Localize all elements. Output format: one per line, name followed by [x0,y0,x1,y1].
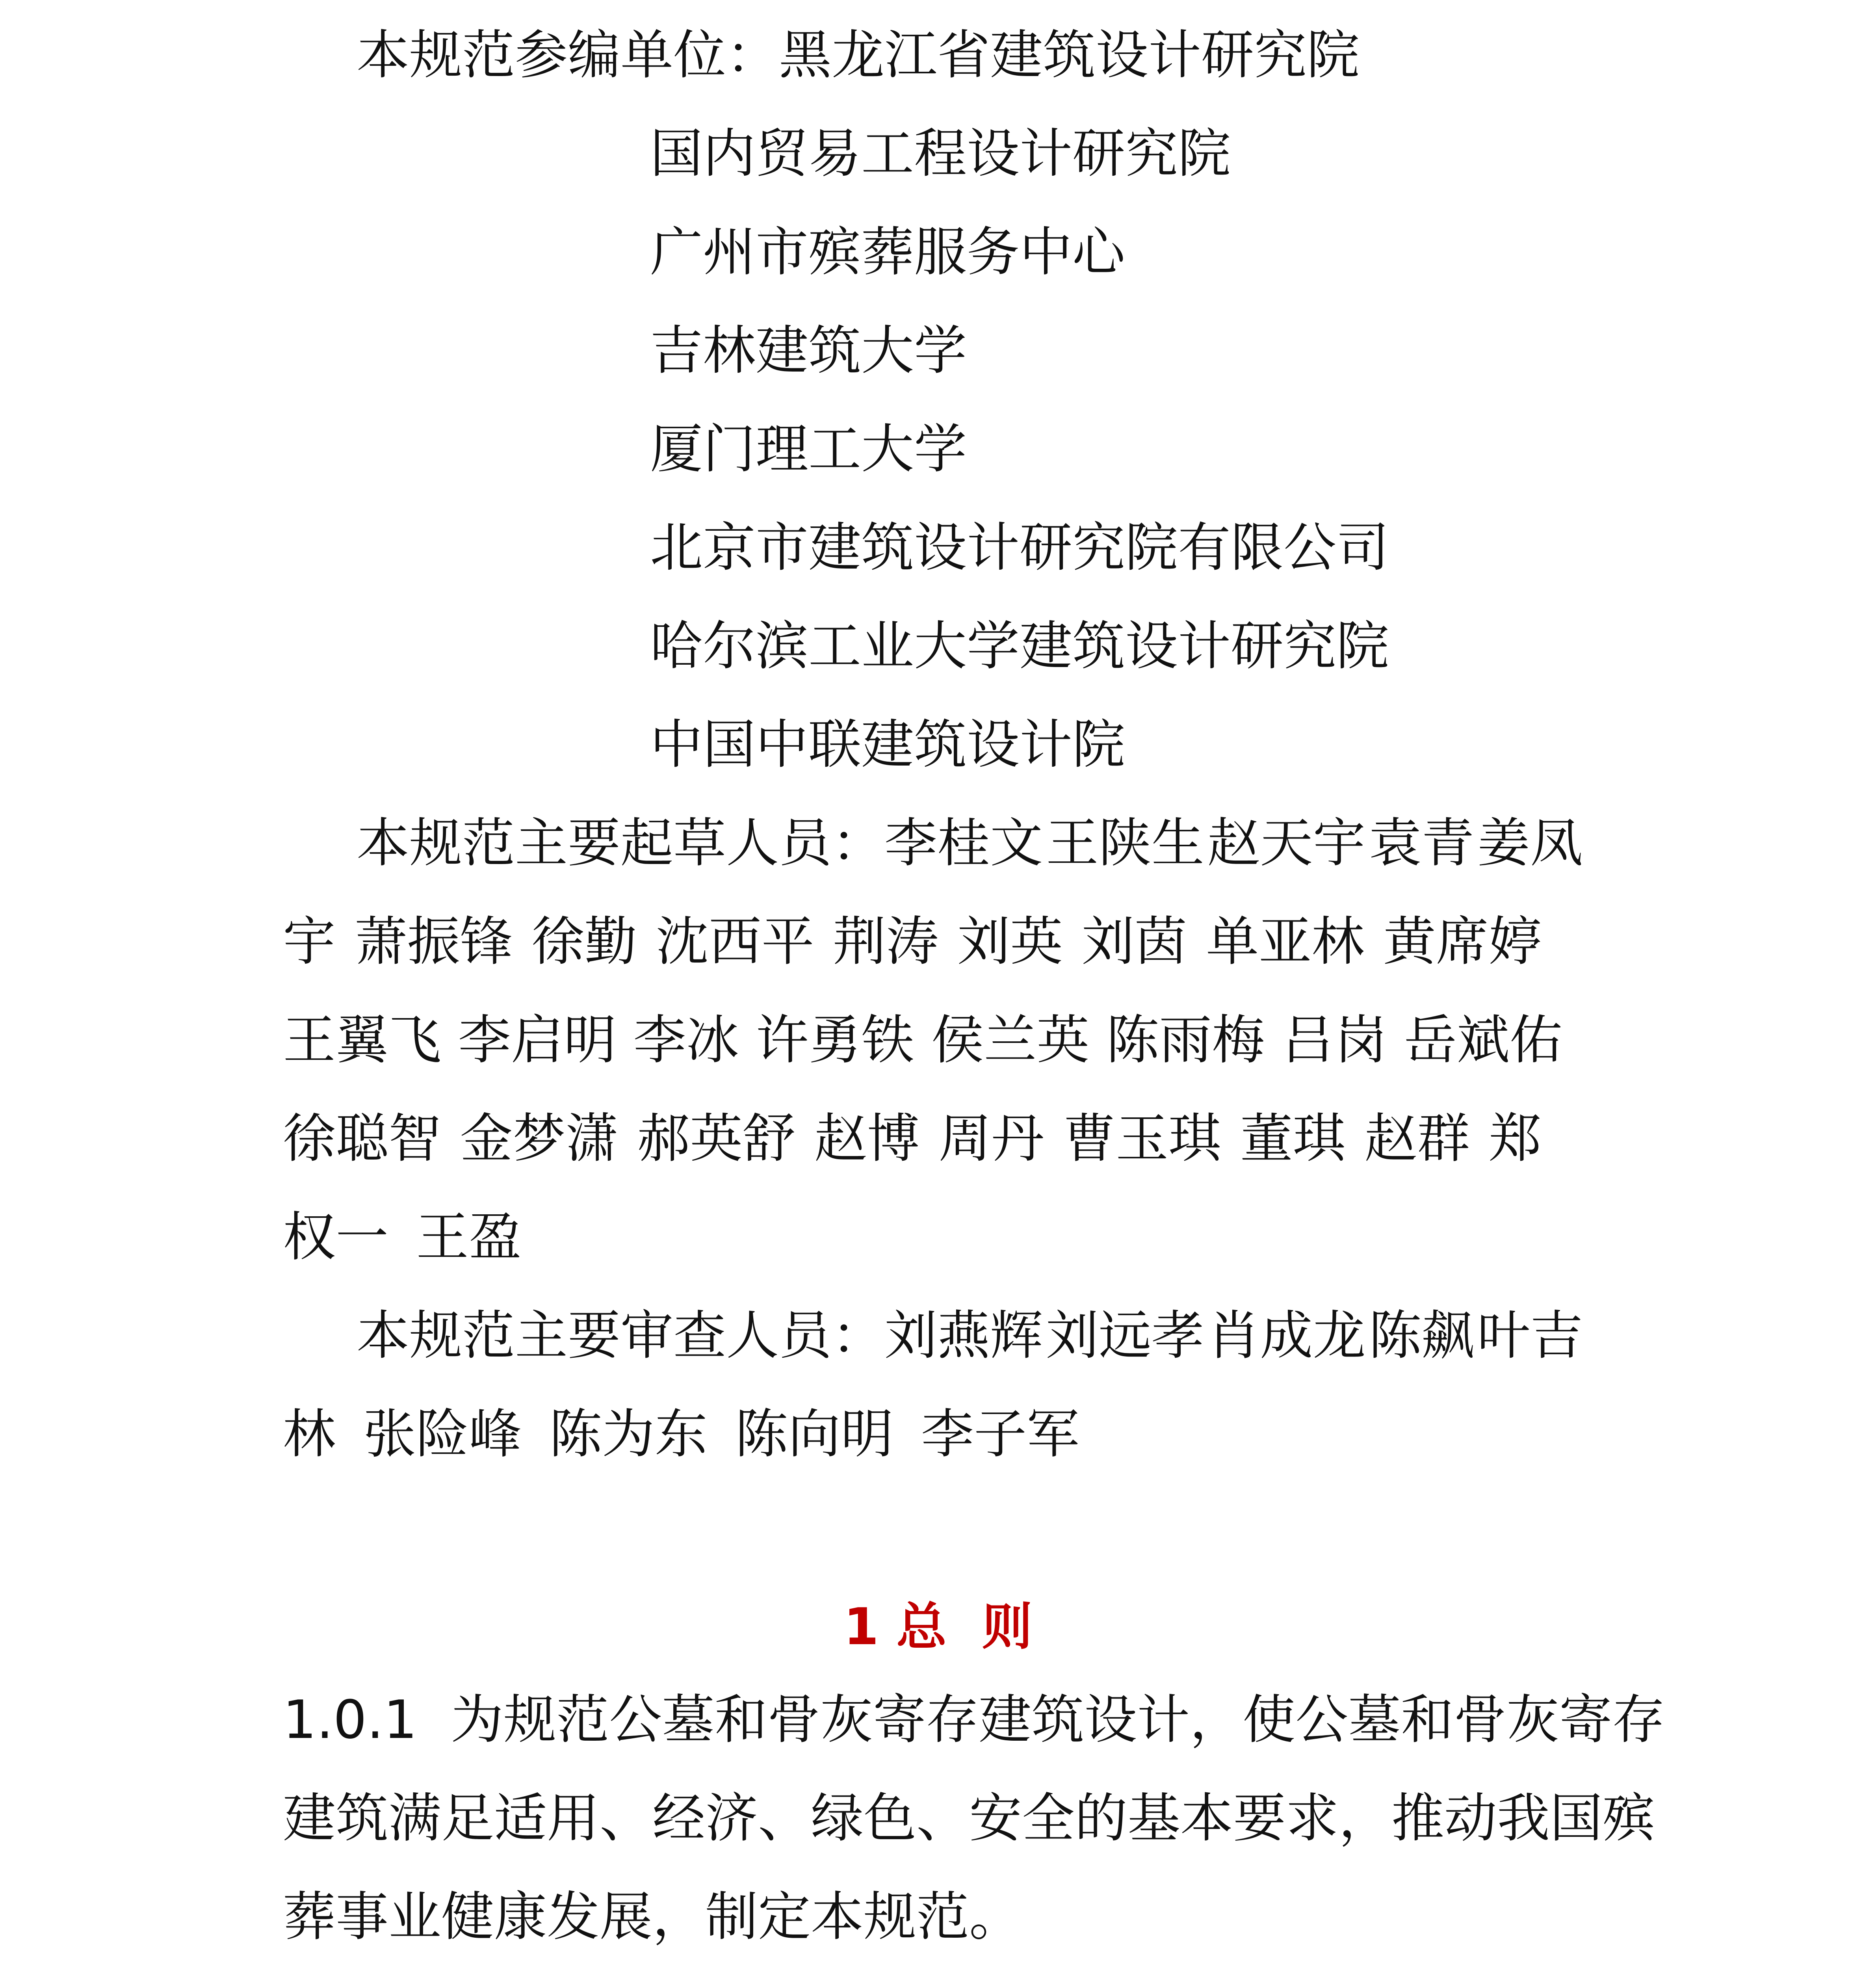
person-name: 周丹 [938,1108,1044,1169]
person-name: 陈雨梅 [1106,1009,1265,1071]
person-name: 赵天宇 [1207,812,1366,874]
person-name: 赵群 [1364,1108,1470,1169]
unit-item: 黑龙江省建筑设计研究院 [779,24,1360,86]
person-name: 侯兰英 [931,1009,1090,1071]
person-name: 沈西平 [656,911,814,972]
person-name: 陈向明 [735,1403,894,1465]
person-name: 荆涛 [833,911,939,972]
unit-item: 厦门理工大学 [650,418,967,480]
person-name: 王翼飞 [283,1009,442,1071]
person-name: 王陕生 [1046,812,1204,874]
person-name: 李桂文 [884,812,1043,874]
reviewers-label: 本规范主要审查人员： [357,1305,885,1366]
drafters-line-1 [357,814,1583,873]
participating-units-label: 本规范参编单位： [357,24,779,86]
person-name: 徐勤 [531,911,637,972]
participating-units-first-line [357,26,1360,85]
reviewers-line-2 [283,1405,1079,1464]
person-name: 袁青 [1369,812,1475,874]
person-name: 权一 [283,1206,389,1268]
person-name: 肖成龙 [1207,1305,1366,1366]
person-name: 张险峰 [363,1403,522,1465]
drafters-label: 本规范主要起草人员： [357,812,885,874]
person-name: 刘燕辉 [884,1305,1043,1366]
person-name: 陈飙 [1369,1305,1475,1366]
person-name: 林 [283,1403,336,1465]
clause-1-line-2: 建筑满足适用、经济、绿色、安全的基本要求，推动我国殡 [283,1788,1656,1849]
person-name: 岳斌佑 [1404,1009,1562,1071]
clause-1-line-3: 葬事业健康发展，制定本规范。 [283,1886,1022,1948]
person-name: 王盈 [416,1206,522,1268]
drafters-line-4 [283,1109,1542,1168]
person-name: 刘远孝 [1046,1305,1204,1366]
person-name: 吕岗 [1282,1009,1387,1071]
unit-item: 广州市殡葬服务中心 [650,221,1126,283]
person-name: 许勇铁 [756,1009,914,1071]
unit-item: 中国中联建筑设计院 [650,714,1126,775]
person-name: 金梦潇 [460,1108,619,1169]
person-name: 刘英 [957,911,1063,972]
unit-item: 吉林建筑大学 [650,320,967,381]
person-name: 叶吉 [1477,1305,1583,1366]
person-name: 萧振锋 [354,911,513,972]
person-name: 黄席婷 [1383,911,1542,972]
drafters-line-5 [283,1208,522,1267]
person-name: 李子军 [921,1403,1080,1465]
reviewers-line-1 [357,1306,1583,1365]
unit-item: 哈尔滨工业大学建筑设计研究院 [650,615,1389,677]
person-name: 宇 [283,911,336,972]
person-name: 单亚林 [1206,911,1365,972]
person-name: 董琪 [1240,1108,1346,1169]
person-name: 姜凤 [1477,812,1583,874]
person-name: 刘茵 [1081,911,1187,972]
person-name: 郝英舒 [637,1108,796,1169]
person-name: 郑 [1488,1108,1542,1169]
reviewers-label-and-name [357,1306,1043,1365]
person-name: 赵博 [814,1108,920,1169]
person-name: 徐聪智 [283,1108,442,1169]
drafters-line-3 [283,1011,1562,1070]
drafters-label-and-name [357,814,1043,873]
clause-1-line-1: 1.0.1 为规范公墓和骨灰寄存建筑设计，使公墓和骨灰寄存 [283,1689,1665,1751]
person-name: 曹玉琪 [1063,1108,1222,1169]
person-name: 李冰 [633,1009,739,1071]
unit-item: 国内贸易工程设计研究院 [650,123,1231,184]
person-name: 陈为东 [549,1403,708,1465]
chapter-title: 1 总 则 [843,1598,1033,1656]
unit-item: 北京市建筑设计研究院有限公司 [650,517,1389,578]
person-name: 李启明 [458,1009,617,1071]
drafters-line-2 [283,912,1542,971]
